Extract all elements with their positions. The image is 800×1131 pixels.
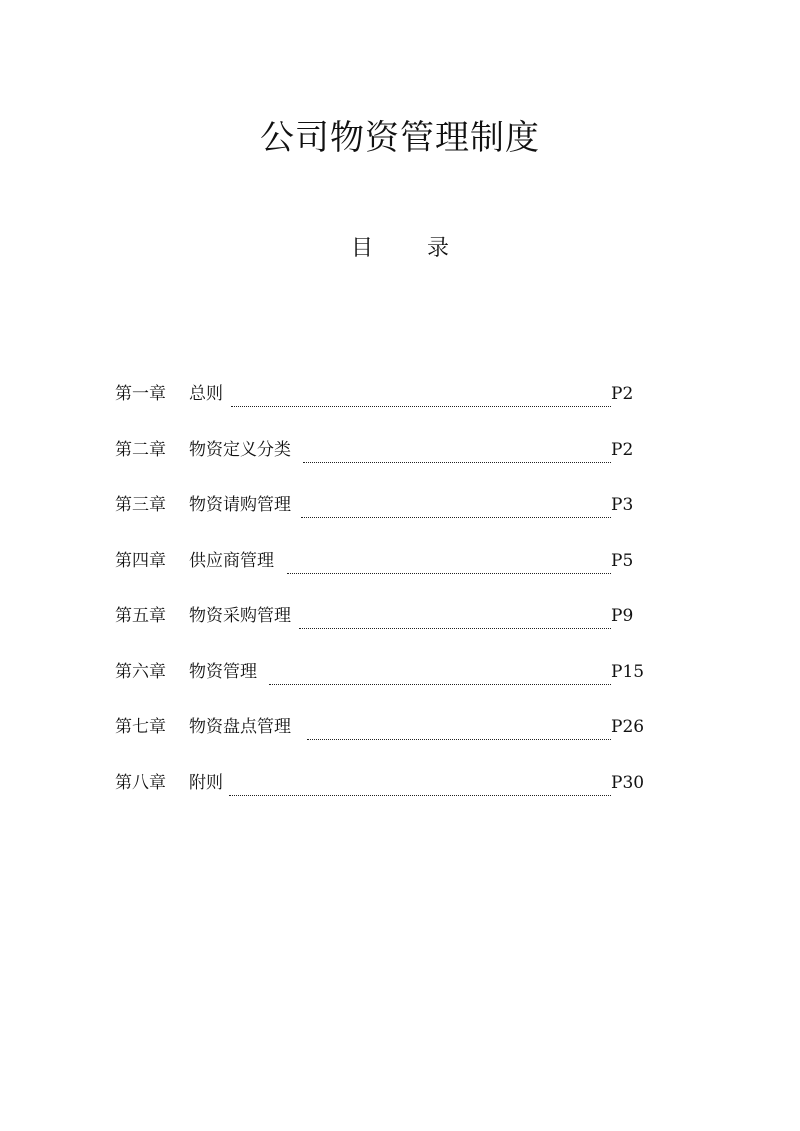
document-title: 公司物资管理制度 (260, 118, 540, 158)
toc-dot-leader (307, 739, 611, 740)
toc-entry-3[interactable] (115, 491, 645, 547)
toc-dot-leader (269, 684, 611, 685)
toc-heading (0, 232, 800, 266)
toc-entry-7[interactable] (115, 713, 645, 769)
toc-chapter-title: 总则 (189, 384, 223, 404)
toc-chapter-title: 物资盘点管理 (189, 717, 291, 737)
toc-chapter-title: 物资采购管理 (189, 606, 291, 626)
toc-page-number: P30 (611, 772, 645, 793)
toc-chapter-number: 第八章 (115, 772, 166, 793)
toc-page-number: P15 (611, 661, 645, 682)
toc-page-number: P3 (611, 495, 634, 515)
toc-dot-leader (301, 517, 611, 518)
toc-page-number: P5 (611, 550, 634, 571)
toc-entry-2[interactable] (115, 436, 645, 492)
toc-dot-leader (299, 628, 611, 629)
toc-chapter-title: 供应商管理 (189, 550, 274, 571)
toc-chapter-number: 第七章 (115, 717, 166, 737)
toc-dot-leader (287, 573, 611, 574)
toc-entry-5[interactable] (115, 602, 645, 658)
toc-entry-4[interactable] (115, 547, 645, 603)
toc-chapter-title: 物资请购管理 (189, 495, 291, 515)
toc-chapter-number: 第三章 (115, 495, 166, 515)
toc-chapter-number: 第二章 (115, 439, 166, 460)
toc-page-number: P9 (611, 606, 634, 626)
toc-heading-char-2: 录 (427, 236, 450, 261)
toc-page-number: P26 (611, 717, 645, 737)
toc-chapter-number: 第五章 (115, 606, 166, 626)
toc-entry-8[interactable] (115, 769, 645, 825)
toc-chapter-title: 物资管理 (189, 661, 257, 682)
toc-chapter-number: 第六章 (115, 661, 166, 682)
toc-entry-6[interactable] (115, 658, 645, 714)
toc-dot-leader (231, 406, 611, 407)
toc-page-number: P2 (611, 439, 634, 460)
toc-chapter-number: 第四章 (115, 550, 166, 571)
toc-heading-char-1: 目 (350, 236, 373, 261)
toc-chapter-number: 第一章 (115, 384, 166, 404)
table-of-contents (115, 380, 645, 824)
toc-dot-leader (303, 462, 611, 463)
toc-page-number: P2 (611, 384, 634, 404)
toc-entry-1[interactable] (115, 380, 645, 436)
toc-chapter-title: 附则 (189, 772, 223, 793)
toc-dot-leader (229, 795, 611, 796)
toc-chapter-title: 物资定义分类 (189, 439, 291, 460)
